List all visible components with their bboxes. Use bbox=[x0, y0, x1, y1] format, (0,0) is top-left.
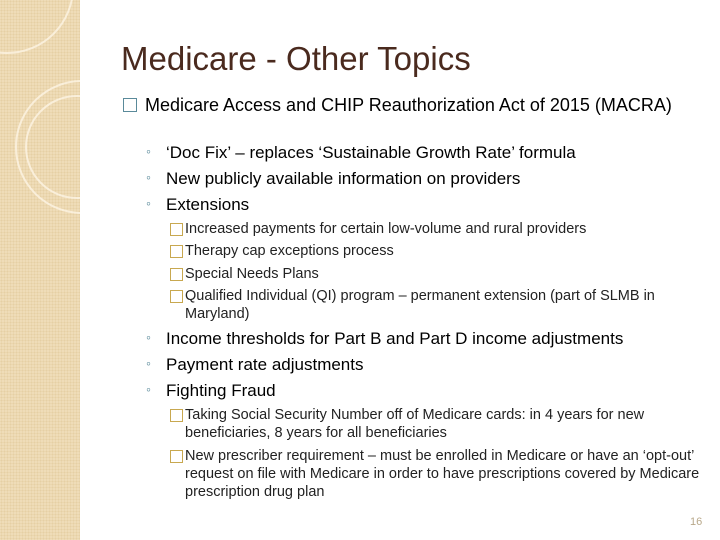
sub-bullet bbox=[146, 169, 521, 189]
bullet-macra bbox=[145, 94, 685, 117]
square-bullet-icon bbox=[170, 223, 183, 236]
square-bullet-icon bbox=[123, 98, 137, 112]
fraud-text: Taking Social Security Number off of Medicare cards: in 4 years for new beneficiaries, 8 years for all beneficiaries bbox=[185, 407, 645, 441]
ext-item bbox=[185, 287, 675, 323]
circle-bullet-icon: ◦ bbox=[146, 169, 151, 185]
ext-item bbox=[185, 242, 705, 260]
circle-bullet-icon: ◦ bbox=[146, 381, 151, 397]
sub-bullet bbox=[146, 355, 364, 375]
circle-bullet-icon: ◦ bbox=[146, 329, 151, 345]
fraud-item bbox=[185, 406, 700, 442]
slide-title: Medicare - Other Topics bbox=[121, 40, 471, 77]
ext-item bbox=[185, 220, 705, 238]
ext-item bbox=[185, 265, 705, 283]
square-bullet-icon bbox=[170, 450, 183, 463]
square-bullet-icon bbox=[170, 409, 183, 422]
sub-bullet-text: Payment rate adjustments bbox=[166, 355, 364, 374]
square-bullet-icon bbox=[170, 245, 183, 258]
circle-bullet-icon: ◦ bbox=[146, 355, 151, 371]
fraud-text: New prescriber requirement – must be enrolled in Medicare or have an ‘opt-out’ request on file with Medicare in order to have prescriptions covered by Medicare prescription drug plan bbox=[185, 448, 700, 500]
decorative-side-panel bbox=[0, 0, 80, 540]
decorative-ring bbox=[0, 0, 74, 54]
circle-bullet-icon: ◦ bbox=[146, 195, 151, 211]
ext-text: Qualified Individual (QI) program – permanent extension (part of SLMB in Maryland) bbox=[185, 288, 655, 322]
sub-bullet bbox=[146, 195, 250, 215]
sub-bullet-text: Fighting Fraud bbox=[166, 381, 276, 400]
square-bullet-icon bbox=[170, 268, 183, 281]
sub-bullet-text: Extensions bbox=[166, 195, 250, 214]
sub-bullet bbox=[146, 381, 276, 401]
sub-bullet-text: Income thresholds for Part B and Part D income adjustments bbox=[166, 329, 624, 348]
ext-text: Therapy cap exceptions process bbox=[185, 243, 394, 259]
bullet-text: Medicare Access and CHIP Reauthorization Act of 2015 (MACRA) bbox=[145, 95, 672, 115]
sub-bullet-text: New publicly available information on providers bbox=[166, 169, 521, 188]
sub-bullet bbox=[146, 329, 624, 349]
sub-bullet-text: ‘Doc Fix’ – replaces ‘Sustainable Growth Rate’ formula bbox=[166, 143, 576, 162]
square-bullet-icon bbox=[170, 290, 183, 303]
circle-bullet-icon: ◦ bbox=[146, 143, 151, 159]
fraud-item bbox=[185, 447, 700, 501]
ext-text: Special Needs Plans bbox=[185, 266, 319, 282]
page-number: 16 bbox=[690, 516, 703, 528]
sub-bullet bbox=[146, 143, 576, 163]
ext-text: Increased payments for certain low-volume and rural providers bbox=[185, 221, 587, 237]
